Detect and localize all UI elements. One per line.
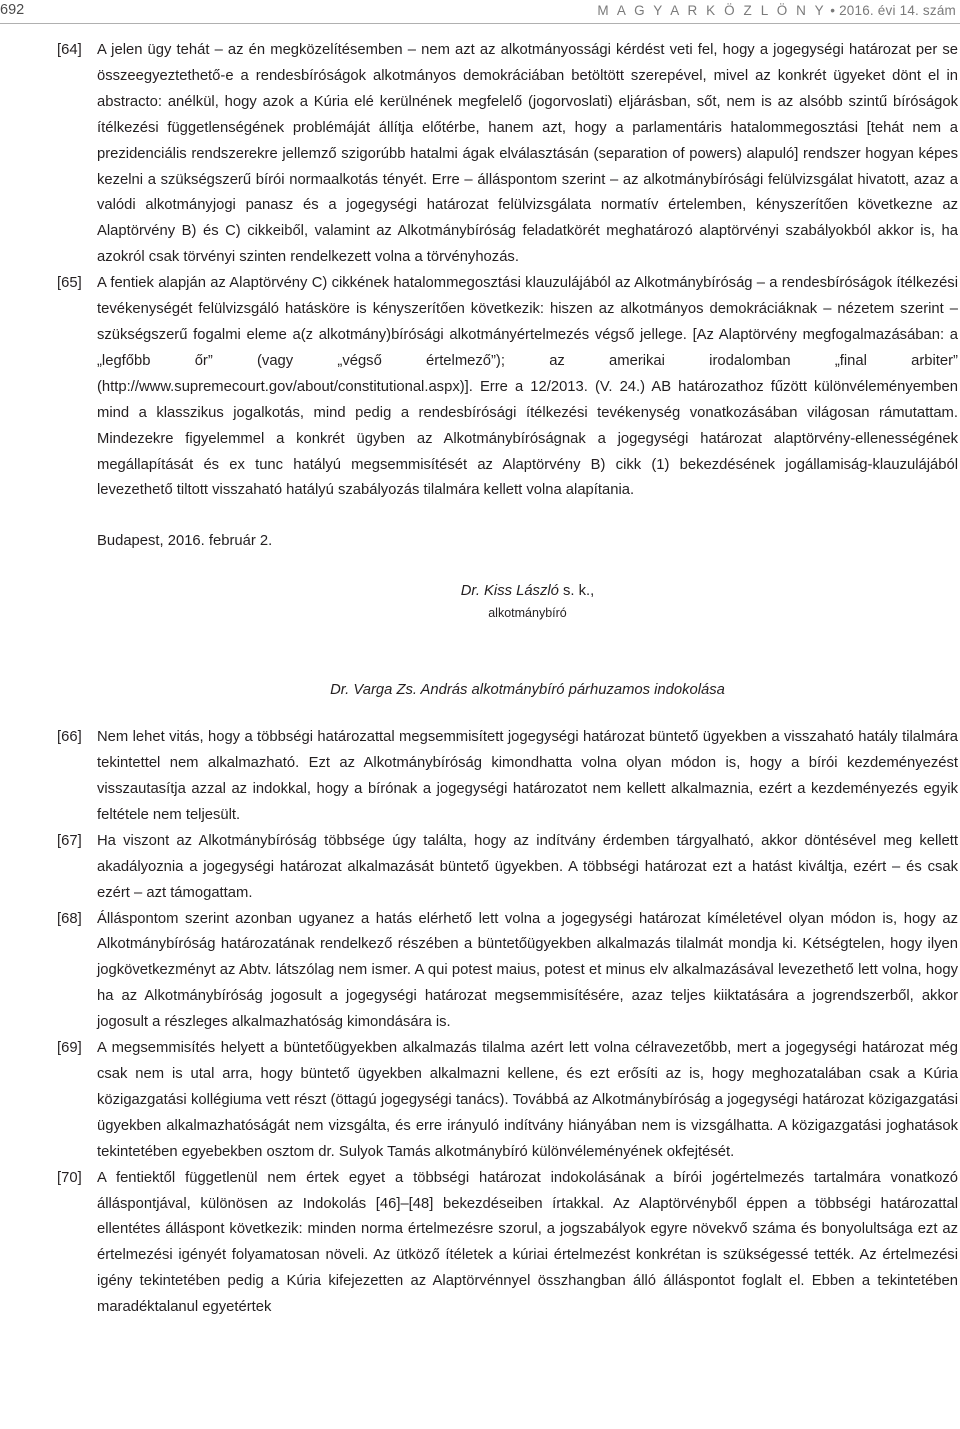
publication-title: M A G Y A R K Ö Z L Ö N Y xyxy=(597,3,827,18)
paragraph-text: A megsemmisítés helyett a büntetőügyekben alkalmazás tilalma azért lett volna célravezetőbb, mert a jogegységi határozat még csak nem is utal arra, hogy büntető ügyekben alkalmazni kellene, és ezt erősíti az is, hogy meghozatalában csak a Kúria közigazgatási kollégiuma vett részt (öttagú jogegységi tanács). Továbbá az Alkotmánybíróság a jogegységi határozat közigazgatási ügyekben alkalmazhatóságát nem vizsgálta, és erre irányuló indítvány hiányában nem is vizsgálhatta. A közigazgatási joghatások tekintetében egyebekben osztom dr. Sulyok Tamás alkotmánybíró különvéleményének okfejtését. xyxy=(97,1040,958,1160)
numbered-paragraph xyxy=(0,829,958,907)
numbered-paragraph xyxy=(0,1166,958,1321)
paragraph-text: Ha viszont az Alkotmánybíróság többsége úgy találta, hogy az indítvány érdemben tárgyalható, akkor döntésével meg kellett akadályoznia a jogegységi határozat alkalmazását büntető ügyekben. A többségi határozat ezt a hatást kiváltja, ezért – és csak ezért – azt támogattam. xyxy=(97,832,958,901)
paragraph-number: [64] xyxy=(57,42,82,58)
page-number: 692 xyxy=(0,2,25,18)
date-line: Budapest, 2016. február 2. xyxy=(97,533,273,550)
page-header xyxy=(0,0,960,22)
signatory-role: alkotmánybíró xyxy=(488,606,567,621)
document-body xyxy=(0,38,958,1321)
issue-label: 2016. évi 14. szám xyxy=(839,3,956,18)
opinion-paragraphs xyxy=(0,38,958,504)
paragraph-text: Álláspontom szerint azonban ugyanez a hatás elérhető lett volna a jogegységi határozat kíméletével olyan módon is, hogy az Alkotmánybíróság határozatának rendelkező részében a büntetőügyekben alkalmazás tilalmát mondja ki. Kétségtelen, hogy ilyen jogkövetkezményt az Abtv. látszólag nem ismer. A qui potest maius, potest et minus elv alkalmazásával levezethető lett volna, hogy ha az Alkotmánybíróság jogosult a jogegységi határozat megsemmisítésére, azaz teljes kiiktatására a jogrendszerből, akkor jogosult a részleges alkalmazhatóság kimondására is. xyxy=(97,910,958,1031)
numbered-paragraph xyxy=(0,271,958,504)
paragraph-text: Nem lehet vitás, hogy a többségi határozattal megsemmisített jogegységi határozat büntető ügyekben a visszaható hatály tilalmára tekintettel nem alkalmazható. Ezt az Alkotmánybíróság kimondhatta volna olyan módon is, hogy a bírói kezdeményezést visszautasítja azzal az indokkal, hogy a bírónak a jogegységi határozatot nem kellett alkalmaznia, ezért a kezdeményezés egyik feltétele nem teljesült. xyxy=(97,729,958,823)
numbered-paragraph xyxy=(0,38,958,271)
paragraph-number: [70] xyxy=(57,1169,82,1186)
numbered-paragraph xyxy=(0,907,958,1037)
paragraph-text: A fentiektől függetlenül nem értek egyet a többségi határozat indokolásának a bírói jogértelmezés tartalmára vonatkozó álláspontjával, különösen az Indokolás [46]–[48] bekezdéseiben írtakkal. Az Alaptörvényből éppen a többségi határozattal ellentétes álláspont következik: minden norma értelmezésre szorul, a jogszabályok egyre növekvő száma és bonyolultsága ezt az értelmezési igényét folyamatosan növeli. Az ütköző ítéletek a kúriai értelmezést konkrétan is szükségessé tették. Az értelmezési igény tekintetében pedig a Kúria kifejezetten az Alaptörvénnyel összhangban álló álláspontot foglalt el. Ebben a tekintetében maradéktalanul egyetértek xyxy=(97,1169,958,1316)
section-heading: Dr. Varga Zs. András alkotmánybíró párhuzamos indokolása xyxy=(330,682,725,699)
paragraph-text: A fentiek alapján az Alaptörvény C) cikkének hatalommegosztási klauzulájából az Alkotmánybíróság – a rendesbíróságok ítélkezési tevékenységét felülvizsgáló hatásköre is kényszerítően következik: hiszen az alkotmányos demokráciáknak – nézetem szerint – szükségszerű fogalmi eleme a(z alkotmány)bírósági alkotmányértelmezés végső jellege. [Az Alaptörvény megfogalmazásában: a „legfőbb őr” (vagy „végső értelmező”); az amerikai irodalomban „final arbiter” (http://www.supremecourt.gov/about/constitutional.aspx)]. Erre a 12/2013. (V. 24.) AB határozathoz fűzött különvéleményemben mind a klasszikus jogalkotás, mind pedig a rendesbírósági ítélkezési tevékenység vonatkozásában világosan rámutattam. Mindezekre figyelemmel a konkrét ügyben az Alkotmánybíróságnak a jogegységi határozat alaptörvény-ellenességének megállapítását és ex tunc hatályú megsemmisítését az Alaptörvény B) cikk (1) bekezdésének jogállamiság-klauzulájából levezethető tiltott visszaható hatályú szabályozás tilalmára kellett volna alapítania. xyxy=(97,275,958,499)
bullet-separator: • xyxy=(830,3,836,18)
signatory-name-italic: Dr. Kiss László xyxy=(460,583,559,600)
signatory-name xyxy=(97,580,958,602)
numbered-paragraph xyxy=(0,725,958,829)
signatory-suffix: s. k., xyxy=(558,583,595,600)
paragraph-text: A jelen ügy tehát – az én megközelítésemben – nem azt az alkotmányossági kérdést veti fel, hogy a jogegységi határozat per se összeegyeztethető-e a rendesbíróságok alkotmányos demokráciában betöltött szerepével, mivel az konkrét ügyeket dönt el in abstracto: anélkül, hogy azok a Kúria elé kerülnének megfelelő (jogorvoslati) eljárásban, sőt, nem is az alsóbb szintű bíróságok ítélkezési függetlenségének problémáját állítja előtérbe, hanem azt, hogy a parlamentáris hatalommegosztási [tehát nem a prezidenciális rendszerekre jellemző szigorúbb hatalmi ágak elválasztásán (separation of powers) alapuló] rendszer hogyan képes kezelni a szükségszerű bírói normaalkotás tényét. Erre – álláspontom szerint – az alkotmánybírósági felülvizsgálat hivatott, azaz a valódi alkotmányjogi panasz és a jogegységi határozat felülvizsgálata normatív értelemben, kényszerítően következne az Alaptörvény B) és C) cikkeiből, valamint az Alkotmánybíróság feladatkörét meghatározó alaptörvényi szabályokból akkor is, ha azokról csak törvényi szinten rendelkezett volna a törvényhozás. xyxy=(97,42,958,266)
paragraph-number: [69] xyxy=(57,1040,82,1057)
paragraph-number: [67] xyxy=(57,832,82,849)
header-rule xyxy=(0,23,960,24)
reasoning-paragraphs xyxy=(0,725,958,1321)
numbered-paragraph xyxy=(0,1036,958,1166)
paragraph-number: [65] xyxy=(57,275,82,292)
paragraph-number: [68] xyxy=(57,910,82,927)
publication-info xyxy=(597,3,956,18)
signature-block xyxy=(0,580,958,622)
paragraph-number: [66] xyxy=(57,729,82,746)
